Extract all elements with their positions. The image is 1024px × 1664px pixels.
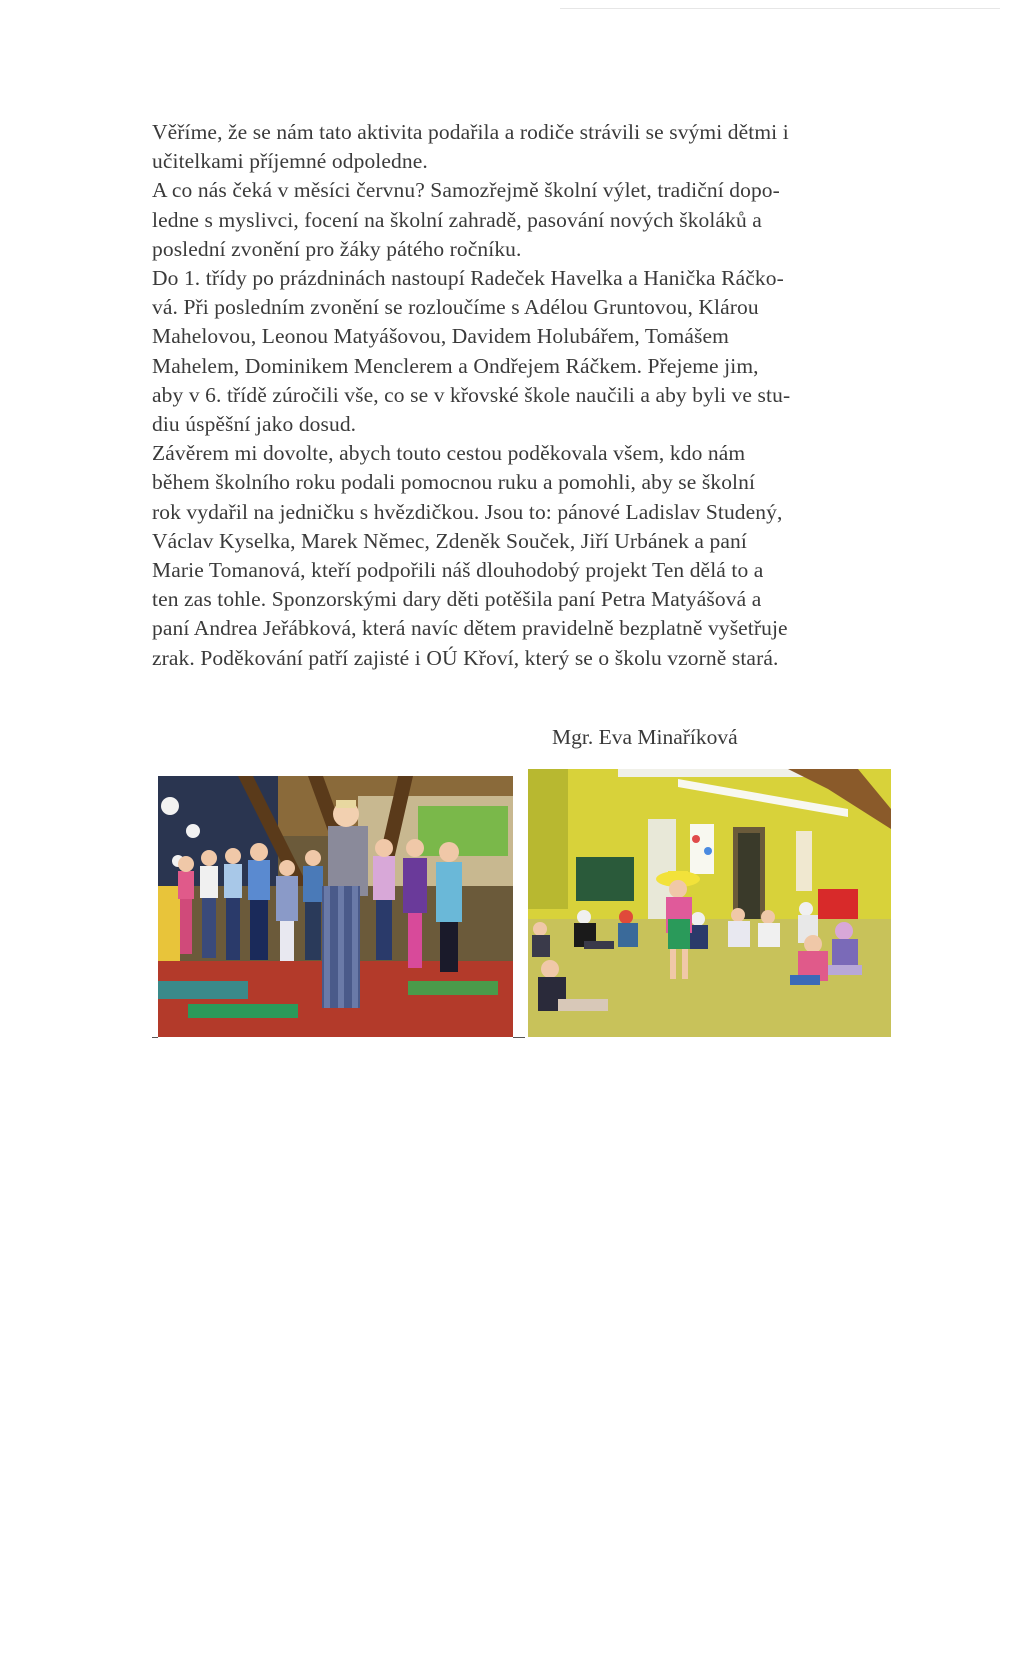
photo-edge-mark — [152, 1037, 158, 1038]
photo-classroom-game-image — [528, 769, 891, 1037]
photo-classroom-game — [528, 769, 891, 1037]
article-line: ledne s myslivci, focení na školní zahradě, pasování nových školáků a — [152, 207, 762, 232]
author-signature: Mgr. Eva Minaříková — [552, 725, 738, 749]
article-body — [152, 118, 892, 673]
article-line: zrak. Poděkování patří zajisté i OÚ Křoví, který se o školu vzorně stará. — [152, 645, 779, 670]
article-line: Mahelovou, Leonou Matyášovou, Davidem Holubářem, Tomášem — [152, 324, 729, 349]
article-line: Závěrem mi dovolte, abych touto cestou poděkovala všem, kdo nám — [152, 441, 746, 466]
article-line: aby v 6. třídě zúročili vše, co se v křovské škole naučili a aby byli ve stu- — [152, 382, 791, 407]
article-line: poslední zvonění pro žáky pátého ročníku. — [152, 236, 522, 261]
article-line: během školního roku podali pomocnou ruku a pomohli, aby se školní — [152, 470, 756, 495]
article-line: diu úspěšní jako dosud. — [152, 412, 357, 437]
article-line: Václav Kyselka, Marek Němec, Zdeněk Souček, Jiří Urbánek a paní — [152, 528, 747, 553]
article-line: paní Andrea Jeřábková, která navíc dětem pravidelně bezplatně vyšetřuje — [152, 616, 788, 641]
article-line: vá. Při posledním zvonění se rozloučíme s Adélou Gruntovou, Klárou — [152, 295, 759, 320]
photo-children-in-line — [158, 776, 513, 1037]
page-top-rule — [560, 8, 1000, 9]
article-line: Marie Tomanová, kteří podpořili náš dlouhodobý projekt Ten dělá to a — [152, 558, 764, 583]
article-line: rok vydařil na jedničku s hvězdičkou. Jsou to: pánové Ladislav Studený, — [152, 499, 783, 524]
photo-children-in-line-image — [158, 776, 513, 1037]
article-line: učitelkami příjemné odpoledne. — [152, 149, 428, 174]
article-line: A co nás čeká v měsíci červnu? Samozřejmě školní výlet, tradiční dopo- — [152, 178, 780, 203]
photo-edge-mark — [513, 1037, 525, 1038]
article-line: ten zas tohle. Sponzorskými dary děti potěšila paní Petra Matyášová a — [152, 587, 762, 612]
article-line: Do 1. třídy po prázdninách nastoupí Radeček Havelka a Hanička Ráčko- — [152, 266, 784, 291]
article-line: Mahelem, Dominikem Menclerem a Ondřejem Ráčkem. Přejeme jim, — [152, 353, 759, 378]
article-line: Věříme, že se nám tato aktivita podařila a rodiče strávili se svými dětmi i — [152, 120, 789, 144]
